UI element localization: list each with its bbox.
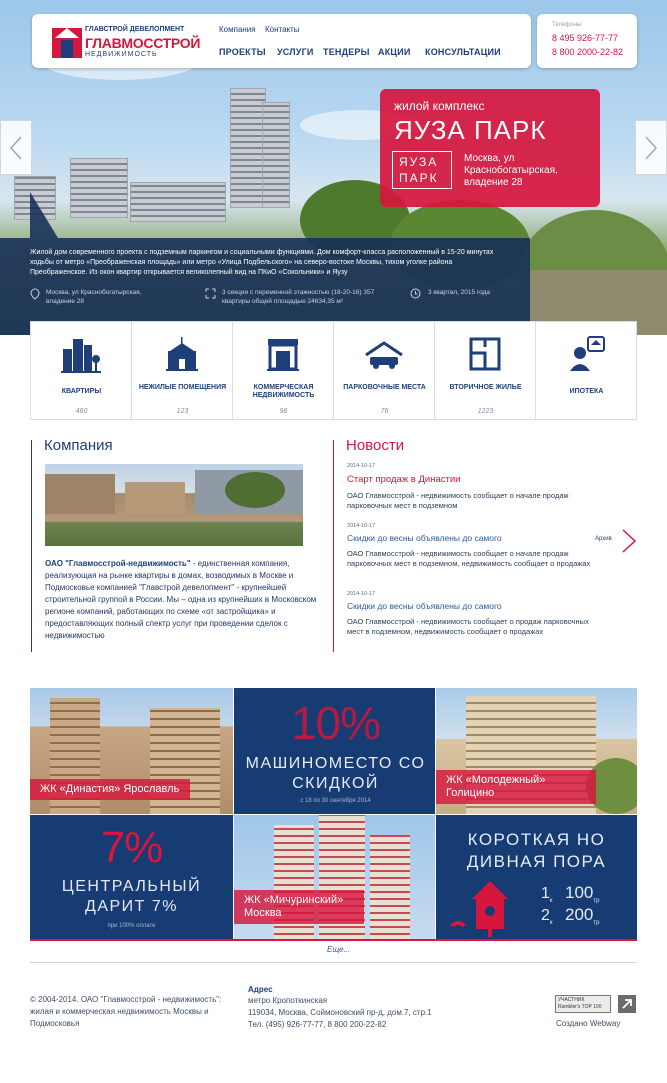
category-count: 1223 [477, 408, 494, 415]
category-label: НЕЖИЛЫЕ ПОМЕЩЕНИЯ [138, 384, 227, 391]
rooms-unit: к [549, 920, 553, 927]
nav-projects[interactable]: ПРОЕКТЫ [219, 47, 266, 57]
tower-building [262, 102, 290, 208]
project-sections: 3 секции с переменной этажностью (18-20-16) 357 квартиры общей площадью 24634,35 м² [222, 289, 375, 305]
building [70, 158, 128, 218]
news-date: 2014-10-17 [347, 591, 376, 597]
birdhouse-icon [446, 879, 516, 937]
news-body: ОАО Главмосстрой - недвижимость сообщает о продаж парковочных мест в подземном, недвижимость сообщает о продажах [347, 617, 589, 636]
company-lead[interactable]: ОАО "Главмосстрой-недвижимость" [45, 559, 191, 568]
category-apartments[interactable] [31, 322, 132, 419]
rooms-unit: к [549, 898, 553, 905]
tile-short-season[interactable] [436, 815, 637, 940]
building-icon [162, 335, 202, 373]
phone-number[interactable]: 8 495 926-77-77 [552, 33, 619, 43]
tile-central[interactable] [30, 815, 233, 940]
tile-building [370, 835, 410, 940]
company-description [45, 558, 317, 642]
tower-building [230, 88, 266, 208]
tile-headline: ЦЕНТРАЛЬНЫЙ ДАРИТ 7% [61, 878, 202, 915]
car-icon [364, 335, 404, 373]
rooms-number: 1 [541, 885, 550, 902]
category-label: ИПОТЕКА [569, 388, 604, 395]
project-location: Москва, ул Краснобогатырская, владение 28 [46, 289, 142, 305]
nav-promotions[interactable]: АКЦИИ [378, 47, 411, 57]
slider-next-button[interactable] [635, 120, 667, 175]
tile-caption: ЖК «Династия» Ярославль [30, 779, 190, 800]
news-date: 2014-10-17 [347, 463, 376, 469]
news-title-link[interactable]: Скидки до весны объявлены до самого [347, 601, 502, 611]
nav-services[interactable]: УСЛУГИ [277, 47, 314, 57]
rambler-top100-badge[interactable]: УЧАСТНИК Rambler's TOP 100 [555, 995, 611, 1013]
promo-card[interactable] [380, 89, 600, 207]
tile-headline: КОРОТКАЯ НО ДИВНАЯ ПОРА [466, 830, 607, 871]
category-count: 76 [380, 408, 389, 415]
footer-divider [30, 962, 637, 963]
chevron-right-icon [644, 135, 658, 161]
apartment-buildings-icon [61, 335, 101, 373]
company-photo [45, 464, 303, 546]
logo[interactable] [52, 26, 202, 60]
project-description: Жилой дом современного проекта с подземным паркингом и социальными функциями. Дом комфорт-класса расположенный в 15-20 минутах ходьбы от метро «Преображенская площадь» или метро «Улица Подбельского» на северо-востоке Москвы, тихом уголке района Преображенское. Из окон квартир открывается великолепный вид на ПКиО «Сокольники» и Яузу [30, 249, 494, 276]
more-link[interactable]: Еще... [327, 945, 351, 954]
footer-phones: Тел. (495) 926-77-77, 8 800 200-22-82 [248, 1020, 387, 1029]
promo-title: ЯУЗА ПАРК [394, 115, 547, 145]
category-mortgage[interactable] [536, 322, 637, 419]
company-heading: Компания [44, 437, 113, 454]
tile-note: с 18 по 30 сентября 2014 [300, 798, 371, 804]
phones-label: Телефоны [552, 22, 582, 28]
company-text: - единственная компания, реализующая на рынке квартиры в домах, возводимых в Москве и Подмосковье компанией "Главстрой девелопмент" - крупнейшей строительной группой в России. Мы – одна из крупнейших в Московском регионе компаний, работающих по схеме «от застройщика» и предоставляющих полный спектр услуг при проведении сделок с недвижимостью [45, 559, 317, 640]
logo-mark-icon [52, 28, 82, 58]
logo-top-text: ГЛАВСТРОЙ ДЕВЕЛОПМЕНТ [85, 26, 185, 33]
tile-michurinsky[interactable] [234, 815, 435, 940]
category-commercial[interactable] [233, 322, 334, 419]
category-label: КОММЕРЧЕСКАЯ НЕДВИЖИМОСТЬ [252, 384, 315, 399]
logo-main-text: ГЛАВМОССТРОЙ [85, 35, 201, 51]
company-divider [31, 440, 32, 652]
chevron-left-icon [9, 135, 23, 161]
price-line-1 [541, 883, 599, 904]
price-unit: тр [593, 898, 600, 905]
footer-address-title: Адрес [248, 985, 273, 994]
photo-trees [225, 472, 285, 508]
map-pin-icon [30, 288, 40, 300]
category-label: КВАРТИРЫ [61, 388, 102, 395]
category-secondary-housing[interactable] [435, 322, 536, 419]
category-bar [30, 321, 637, 420]
tiles-underline [30, 939, 637, 941]
category-count: 123 [176, 408, 189, 415]
category-parking[interactable] [334, 322, 435, 419]
shop-icon [263, 335, 303, 373]
project-date: 3 квартал, 2015 года [428, 289, 491, 296]
price-value: 100 [564, 883, 594, 902]
news-body: ОАО Главмосстрой - недвижимость сообщает о начале продаж парковочных мест в подземном, недвижимость сообщает о продажах [347, 549, 591, 568]
expand-icon [205, 288, 216, 299]
discount-percent: 10% [290, 697, 381, 749]
webway-logo[interactable] [618, 995, 636, 1013]
chevron-right-icon[interactable] [620, 528, 638, 554]
category-label: ВТОРИЧНОЕ ЖИЛЬЕ [449, 384, 522, 391]
category-non-residential[interactable] [132, 322, 233, 419]
mortgage-person-icon [566, 335, 606, 373]
news-date: 2014-10-17 [347, 523, 376, 529]
category-count: 460 [75, 408, 88, 415]
logo-sub-text: НЕДВИЖИМОСТЬ [85, 51, 158, 58]
tile-molodezhny[interactable] [436, 688, 637, 814]
footer-copyright: © 2004-2014. ОАО "Главмосстрой - недвижимость": жилая и коммерческая недвижимость Москвы и Подмосковья [30, 995, 222, 1028]
footer-address: 119034, Москва, Соймоновский пр-д, дом.7, стр.1 [248, 1008, 432, 1017]
project-logo-line: ПАРК [399, 171, 439, 185]
news-body: ОАО Главмосстрой - недвижимость сообщает о начале продаж парковочных мест в подземном [347, 491, 569, 510]
tile-dinastiya[interactable] [30, 688, 233, 814]
news-divider [333, 440, 334, 652]
top-link-contacts[interactable]: Контакты [265, 25, 300, 34]
clock-icon [410, 288, 421, 299]
news-title-link[interactable]: Скидки до весны объявлены до самого [347, 533, 502, 543]
price-value: 200 [564, 905, 594, 924]
nav-tenders[interactable]: ТЕНДЕРЫ [323, 47, 370, 57]
footer-metro: метро Кропоткинская [248, 996, 328, 1005]
discount-percent: 7% [100, 823, 163, 872]
promo-subtitle: жилой комплекс [394, 99, 485, 113]
photo-building [45, 474, 115, 514]
photo-building [125, 482, 185, 514]
tile-caption: ЖК «Молодежный» Голицино [436, 770, 596, 804]
info-tab-corner [30, 192, 58, 238]
building [130, 182, 226, 222]
slider-prev-button[interactable] [0, 120, 32, 175]
news-archive-link[interactable]: Архив [595, 536, 612, 542]
tile-note: при 100% оплате [107, 923, 156, 929]
price-unit: тр [593, 920, 600, 927]
tile-caption: ЖК «Мичуринский» Москва [234, 890, 364, 924]
arrow-up-right-icon [618, 995, 636, 1013]
nav-consultations[interactable]: КОНСУЛЬТАЦИИ [425, 47, 501, 57]
category-count: 98 [279, 408, 288, 415]
rooms-number: 2 [541, 907, 550, 924]
news-heading: Новости [346, 437, 405, 454]
category-label: ПАРКОВОЧНЫЕ МЕСТА [343, 384, 426, 391]
news-title-link[interactable]: Старт продаж в Династии [347, 474, 461, 485]
tile-headline: МАШИНОМЕСТО СО СКИДКОЙ [245, 755, 426, 792]
project-logo [392, 151, 452, 189]
tile-parking-discount[interactable] [234, 688, 435, 814]
footer-credit[interactable]: Создано Webway [556, 1019, 621, 1028]
promo-address: Москва, ул Краснобогатырская, владение 28 [464, 153, 558, 188]
price-line-2 [541, 905, 599, 926]
floor-plan-icon [465, 335, 505, 373]
top-link-company[interactable]: Компания [219, 25, 256, 34]
project-logo-line: ЯУЗА [399, 155, 439, 169]
phone-number[interactable]: 8 800 2000-22-82 [552, 47, 624, 57]
